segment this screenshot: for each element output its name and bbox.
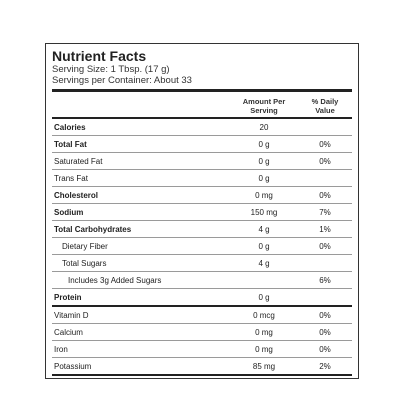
column-header-amount [230, 97, 298, 115]
amount-header-line1: Amount Per [242, 97, 286, 106]
nutrient-amount: 0 mg [255, 344, 273, 354]
nutrient-amount: 20 [259, 122, 269, 132]
nutrient-row-added-sugars [52, 271, 352, 288]
nutrient-row-total-carbohydrates [52, 220, 352, 237]
nutrient-daily-value: 0% [319, 139, 331, 149]
nutrient-daily-value: 0% [319, 327, 331, 337]
nutrient-amount: 0 g [258, 241, 270, 251]
nutrient-name: Dietary Fiber [62, 241, 108, 251]
nutrient-row-saturated-fat [52, 152, 352, 169]
nutrient-row-calories [52, 119, 352, 135]
nutrient-amount: 0 mcg [253, 310, 275, 320]
dv-header-line1: % Daily [311, 97, 339, 106]
nutrient-amount: 0 mg [255, 190, 273, 200]
nutrient-amount: 4 g [258, 224, 270, 234]
nutrient-row-sodium [52, 203, 352, 220]
nutrient-row-calcium [52, 323, 352, 340]
nutrient-name: Calories [54, 122, 86, 132]
nutrient-row-iron [52, 340, 352, 357]
panel-title: Nutrient Facts [52, 48, 147, 64]
nutrient-amount: 4 g [258, 258, 270, 268]
nutrient-name: Trans Fat [54, 173, 88, 183]
nutrient-row-total-sugars [52, 254, 352, 271]
nutrient-name: Vitamin D [54, 310, 89, 320]
nutrient-row-trans-fat [52, 169, 352, 186]
column-header-daily-value [298, 97, 352, 115]
nutrient-name: Protein [54, 292, 82, 302]
bottom-thick-rule [52, 374, 352, 376]
nutrient-name: Potassium [54, 361, 92, 371]
nutrient-daily-value: 7% [319, 207, 331, 217]
nutrient-amount: 0 g [258, 156, 270, 166]
nutrient-daily-value: 2% [319, 361, 331, 371]
nutrient-name: Calcium [54, 327, 83, 337]
nutrient-amount: 0 mg [255, 327, 273, 337]
column-header-row [52, 92, 352, 117]
nutrient-amount: 0 g [258, 292, 270, 302]
nutrient-name: Total Fat [54, 139, 87, 149]
nutrient-daily-value: 6% [319, 275, 331, 285]
nutrient-name: Includes 3g Added Sugars [68, 275, 162, 285]
nutrient-daily-value: 0% [319, 241, 331, 251]
nutrient-row-dietary-fiber [52, 237, 352, 254]
nutrient-row-potassium [52, 357, 352, 374]
nutrient-name: Total Carbohydrates [54, 224, 132, 234]
nutrient-daily-value: 1% [319, 224, 331, 234]
serving-size: Serving Size: 1 Tbsp. (17 g) [52, 64, 170, 75]
nutrient-amount: 85 mg [252, 361, 276, 371]
servings-per-container: Servings per Container: About 33 [52, 75, 192, 86]
nutrient-daily-value: 0% [319, 156, 331, 166]
nutrient-daily-value: 0% [319, 190, 331, 200]
amount-header-line2: Serving [250, 106, 278, 115]
nutrient-row-cholesterol [52, 186, 352, 203]
nutrient-daily-value: 0% [319, 344, 331, 354]
nutrient-amount: 150 mg [250, 207, 278, 217]
nutrient-name: Cholesterol [54, 190, 99, 200]
nutrient-daily-value: 0% [319, 310, 331, 320]
nutrient-name: Sodium [54, 207, 84, 217]
nutrient-name: Total Sugars [62, 258, 107, 268]
nutrient-name: Iron [54, 344, 68, 354]
dv-header-line2: Value [315, 106, 335, 115]
nutrient-amount: 0 g [258, 173, 270, 183]
nutrient-facts-panel [45, 43, 359, 379]
nutrient-name: Saturated Fat [54, 156, 103, 166]
nutrient-row-vitamin-d [52, 305, 352, 323]
nutrient-amount: 0 g [258, 139, 270, 149]
nutrient-row-total-fat [52, 135, 352, 152]
nutrient-row-protein [52, 288, 352, 305]
